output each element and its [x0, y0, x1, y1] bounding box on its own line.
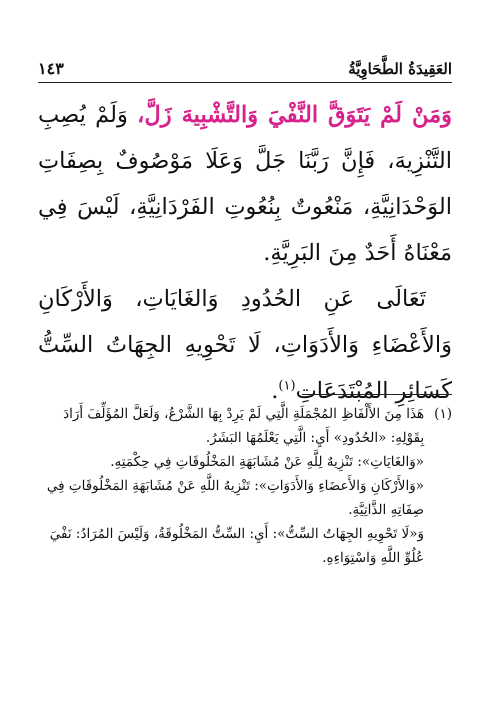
main-paragraph-2-text: تَعَالَى عَنِ الحُدُودِ وَالغَايَاتِ، وَالأَرْكَانِ وَالأَعْضَاءِ وَالأَدَوَاتِ، لَا تَحْوِيهِ الجِهَاتُ السِّتُّ كَسَائِرِ المُبْتَدَعَاتِ: [38, 286, 452, 404]
main-paragraph-2-end: .: [271, 378, 279, 404]
footnote-paragraph-3: «وَالأَرْكَانِ وَالأَعضَاءِ وَالأَدَوَاتِ»: تَنْزِيهُ اللَّهِ عَنْ مُشَابَهَةِ المَخْلُوقَاتِ فِي صِفَاتِهِ الذَّاتِيَّةِ.: [46, 478, 424, 518]
footnote-1: [34, 402, 452, 450]
highlighted-phrase: وَمَنْ لَمْ يَتَوَقَّ النَّفْيَ وَالتَّشْبِيهَ زَلَّ،: [137, 102, 452, 128]
footnote-divider: [302, 394, 452, 395]
footnote-paragraph-4: وَ«لَا تَحْوِيهِ الجِهَاتُ السِّتُّ»: أَيِ: السِّتُّ المَخْلُوقَةُ، وَلَيْسَ المُرَادُ: نَفْيَ عُلُوِّ اللَّهِ وَاسْتِوَاءِهِ.: [49, 526, 424, 566]
footnote-paragraph-2: «وَالغَايَاتِ»: تَنْزِيهٌ لِلَّهِ عَنْ مُشَابَهَةِ المَخْلُوقَاتِ فِي حِكْمَتِهِ.: [110, 454, 424, 470]
footnote-reference[interactable]: (١): [278, 378, 296, 394]
footnotes: [34, 402, 452, 570]
main-text: [38, 92, 452, 414]
main-paragraph-1-text: وَلَمْ يُصِبِ التَّنْزِيهَ، فَإِنَّ رَبَّنَا جَلَّ وَعَلَا مَوْصُوفٌ بِصِفَاتِ الوَحْدَانِيَّةِ، مَنْعُوتٌ بِنُعُوتِ الفَرْدَانِيَّةِ، لَيْسَ فِي مَعْنَاهُ أَحَدٌ مِنَ البَرِيَّةِ.: [38, 102, 452, 266]
page-number: ١٤٣: [38, 59, 64, 78]
main-paragraph-1: [38, 92, 452, 276]
running-title: العَقِيدَةُ الطَّحَاوِيَّةُ: [348, 60, 452, 78]
footnote-number: (١): [434, 406, 452, 422]
header-divider: [38, 82, 452, 83]
page-header: [38, 50, 452, 78]
footnote-paragraph-1: هَذَا مِنَ الأَلْفَاظِ المُجْمَلَةِ الَّتِي لَمْ يَرِدْ بِهَا الشَّرْعُ، وَلَعَلَّ المُؤَلِّفَ أَرَادَ بِقَوْلِهِ: «الحُدُودِ» أَيِ: الَّتِي يَعْلَمُهَا البَشَرُ.: [63, 406, 425, 446]
